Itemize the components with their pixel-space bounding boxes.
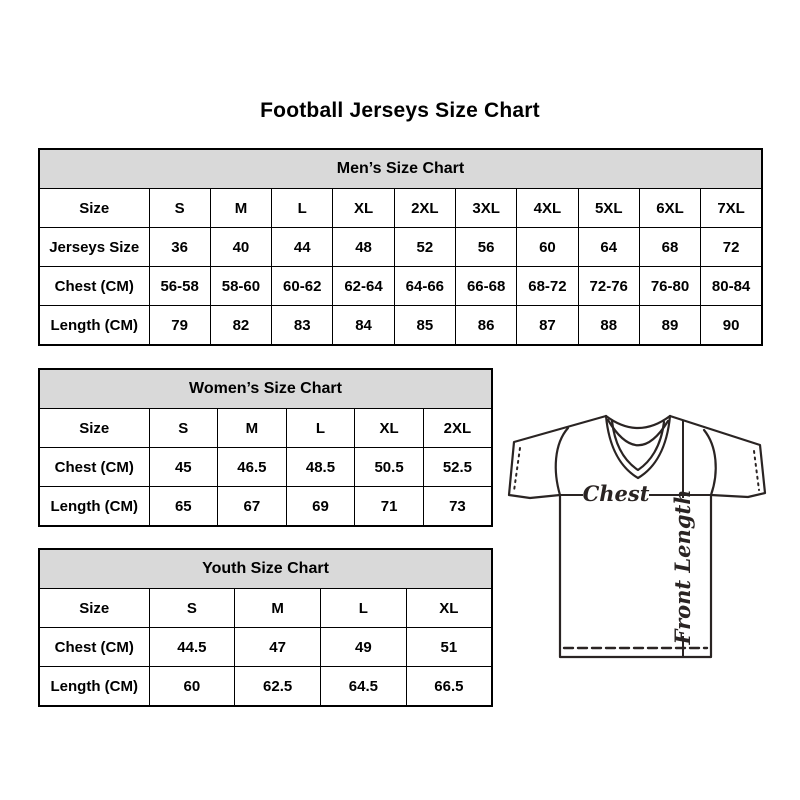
mens-size-value-cell: 84 [333, 306, 394, 346]
mens-size-value-cell: 64 [578, 228, 639, 267]
mens-size-row-label: Chest (CM) [39, 267, 149, 306]
youth-size-row-label: Chest (CM) [39, 628, 149, 667]
jersey-collar [606, 416, 670, 428]
womens-size-value-cell: 48.5 [286, 448, 355, 487]
mens-size-size-header-cell: 5XL [578, 189, 639, 228]
womens-size-size-header-cell: L [286, 409, 355, 448]
mens-size-value-cell: 68-72 [517, 267, 578, 306]
mens-size-size-header-cell: S [149, 189, 210, 228]
page-title: Football Jerseys Size Chart [260, 99, 540, 122]
mens-size-value-cell: 44 [272, 228, 333, 267]
youth-size-size-header-cell: M [235, 589, 321, 628]
mens-size-value-cell: 60 [517, 228, 578, 267]
womens-size-value-cell: 46.5 [218, 448, 287, 487]
womens-size-value-cell: 71 [355, 487, 424, 527]
mens-size-value-cell: 66-68 [455, 267, 516, 306]
womens-size-row-label: Length (CM) [39, 487, 149, 527]
mens-size-value-cell: 48 [333, 228, 394, 267]
womens-size-row-label: Chest (CM) [39, 448, 149, 487]
youth-size-size-header-cell: XL [406, 589, 492, 628]
mens-size-table [38, 148, 763, 346]
mens-size-row-label: Jerseys Size [39, 228, 149, 267]
mens-size-value-cell: 90 [701, 306, 762, 346]
mens-size-value-cell: 87 [517, 306, 578, 346]
womens-size-value-cell: 67 [218, 487, 287, 527]
mens-size-value-cell: 62-64 [333, 267, 394, 306]
youth-size-size-header-cell: L [321, 589, 407, 628]
mens-size-value-cell: 68 [639, 228, 700, 267]
youth-size-table [38, 548, 493, 707]
youth-size-value-cell: 44.5 [149, 628, 235, 667]
mens-size-value-cell: 89 [639, 306, 700, 346]
youth-size-value-cell: 47 [235, 628, 321, 667]
mens-size-title: Men’s Size Chart [39, 149, 762, 189]
mens-size-row-label: Length (CM) [39, 306, 149, 346]
womens-size-size-header-cell: XL [355, 409, 424, 448]
mens-size-value-cell: 36 [149, 228, 210, 267]
youth-size-size-header-cell: S [149, 589, 235, 628]
mens-size-value-cell: 82 [210, 306, 271, 346]
mens-size-size-row-label: Size [39, 189, 149, 228]
mens-size-value-cell: 88 [578, 306, 639, 346]
jersey-right-sleeve [670, 416, 765, 497]
mens-size-size-header-cell: 6XL [639, 189, 700, 228]
mens-size-size-header-cell: 2XL [394, 189, 455, 228]
mens-size-value-cell: 72-76 [578, 267, 639, 306]
womens-size-value-cell: 73 [423, 487, 492, 527]
youth-size-value-cell: 64.5 [321, 667, 407, 707]
mens-size-value-cell: 56-58 [149, 267, 210, 306]
womens-size-value-cell: 45 [149, 448, 218, 487]
womens-size-size-header-cell: M [218, 409, 287, 448]
youth-size-value-cell: 51 [406, 628, 492, 667]
mens-size-value-cell: 60-62 [272, 267, 333, 306]
womens-size-value-cell: 69 [286, 487, 355, 527]
mens-size-value-cell: 72 [701, 228, 762, 267]
womens-size-title: Women’s Size Chart [39, 369, 492, 409]
mens-size-value-cell: 56 [455, 228, 516, 267]
womens-size-value-cell: 65 [149, 487, 218, 527]
youth-size-title: Youth Size Chart [39, 549, 492, 589]
mens-size-size-header-cell: 4XL [517, 189, 578, 228]
mens-size-value-cell: 83 [272, 306, 333, 346]
mens-size-size-header-cell: XL [333, 189, 394, 228]
youth-size-size-row-label: Size [39, 589, 149, 628]
mens-size-value-cell: 79 [149, 306, 210, 346]
mens-size-value-cell: 52 [394, 228, 455, 267]
womens-size-value-cell: 50.5 [355, 448, 424, 487]
youth-size-row-label: Length (CM) [39, 667, 149, 707]
mens-size-value-cell: 76-80 [639, 267, 700, 306]
youth-size-value-cell: 62.5 [235, 667, 321, 707]
mens-size-size-header-cell: 7XL [701, 189, 762, 228]
youth-size-value-cell: 60 [149, 667, 235, 707]
womens-size-size-header-cell: S [149, 409, 218, 448]
mens-size-size-header-cell: L [272, 189, 333, 228]
mens-size-value-cell: 86 [455, 306, 516, 346]
mens-size-value-cell: 40 [210, 228, 271, 267]
mens-size-size-header-cell: M [210, 189, 271, 228]
mens-size-value-cell: 80-84 [701, 267, 762, 306]
chest-label: Chest [582, 481, 650, 506]
womens-size-size-header-cell: 2XL [423, 409, 492, 448]
youth-size-value-cell: 66.5 [406, 667, 492, 707]
front-length-label: Front Length [670, 489, 695, 645]
mens-size-value-cell: 85 [394, 306, 455, 346]
womens-size-value-cell: 52.5 [423, 448, 492, 487]
mens-size-value-cell: 58-60 [210, 267, 271, 306]
youth-size-value-cell: 49 [321, 628, 407, 667]
mens-size-size-header-cell: 3XL [455, 189, 516, 228]
mens-size-value-cell: 64-66 [394, 267, 455, 306]
womens-size-size-row-label: Size [39, 409, 149, 448]
jersey-measurement-diagram [498, 396, 778, 688]
womens-size-table [38, 368, 493, 527]
